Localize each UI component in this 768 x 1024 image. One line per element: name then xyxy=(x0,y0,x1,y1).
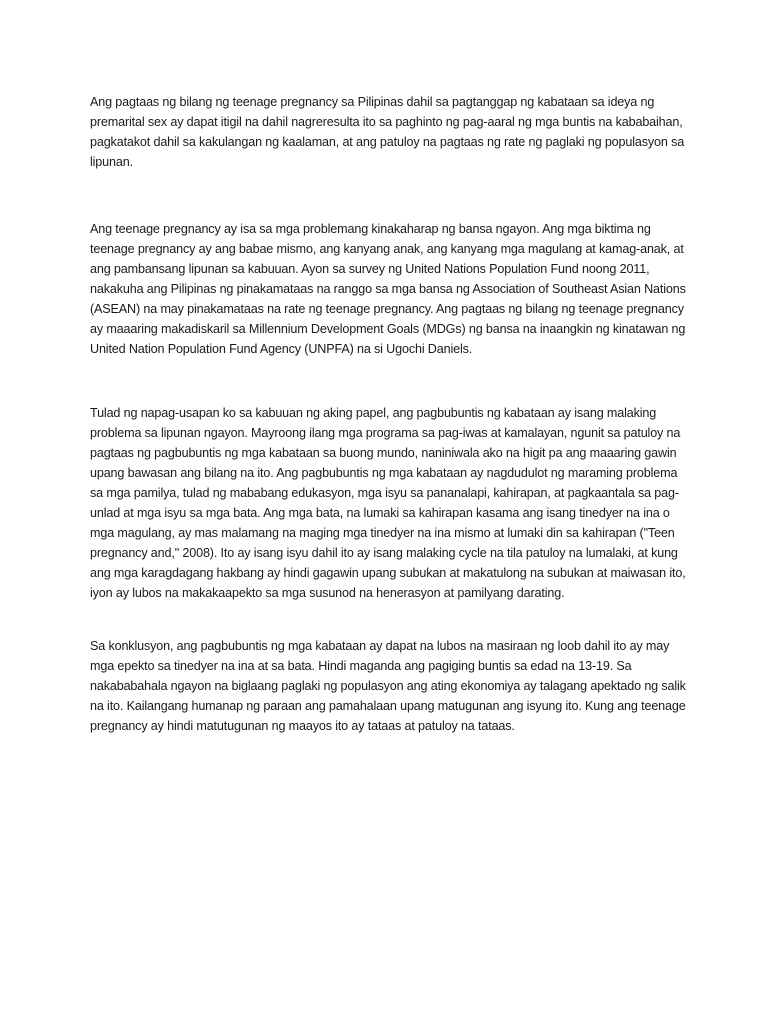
paragraph-background: Ang teenage pregnancy ay isa sa mga problemang kinakaharap ng bansa ngayon. Ang mga biktima ng teenage pregnancy ay ang babae mismo, ang kanyang anak, ang kanyang mga magulang at kamag-anak, at ang pambansang lipunan sa kabuuan. Ayon sa survey ng United Nations Population Fund noong 2011, nakakuha ang Pilipinas ng pinakamataas na ranggo sa mga bansa ng Association of Southeast Asian Nations (ASEAN) na may pinakamataas na rate ng teenage pregnancy. Ang pagtaas ng bilang ng teenage pregnancy ay maaaring makadiskaril sa Millennium Development Goals (MDGs) ng bansa na inaangkin ng kinatawan ng United Nation Population Fund Agency (UNPFA) na si Ugochi Daniels. xyxy=(90,222,686,356)
paragraph-conclusion: Sa konklusyon, ang pagbubuntis ng mga kabataan ay dapat na lubos na masiraan ng loob dahil ito ay may mga epekto sa tinedyer na ina at sa bata. Hindi maganda ang pagiging buntis sa edad na 13-19. Sa nakababahala ngayon na biglaang paglaki ng populasyon ang ating ekonomiya ay talagang apektado ng salik na ito. Kailangang humanap ng paraan ang pamahalaan upang matugunan ang isyung ito. Kung ang teenage pregnancy ay hindi matutugunan ng maayos ito ay tataas at patuloy na tataas. xyxy=(90,639,686,733)
paragraph-intro: Ang pagtaas ng bilang ng teenage pregnancy sa Pilipinas dahil sa pagtanggap ng kabataan sa ideya ng premarital sex ay dapat itigil na dahil nagreresulta ito sa paghinto ng pag-aaral ng mga buntis na kababaihan, pagkatakot dahil sa kakulangan ng kaalaman, at ang patuloy na pagtaas ng rate ng paglaki ng populasyon sa lipunan. xyxy=(90,95,685,169)
paragraph-discussion: Tulad ng napag-usapan ko sa kabuuan ng aking papel, ang pagbubuntis ng kabataan ay isang malaking problema sa lipunan ngayon. Mayroong ilang mga programa sa pag-iwas at kamalayan, ngunit sa patuloy na pagtaas ng pagbubuntis ng mga kabataan sa buong mundo, naniniwala ako na higit pa ang maaaring gawin upang bawasan ang bilang na ito. Ang pagbubuntis ng mga kabataan ay nagdudulot ng maraming problema sa mga pamilya, tulad ng mababang edukasyon, mga isyu sa pananalapi, kahirapan, at pagkaantala sa pag-unlad at mga isyu sa mga bata. Ang mga bata, na lumaki sa kahirapan kasama ang isang tinedyer na ina o mga magulang, ay mas malamang na maging mga tinedyer na ina mismo at lumaki din sa kahirapan ("Teen pregnancy and," 2008). Ito ay isang isyu dahil ito ay isang malaking cycle na tila patuloy na lumalaki, at kung ang mga karagdagang hakbang ay hindi gagawin upang subukan at makatulong na subukan at maiwasan ito, iyon ay lubos na makakaapekto sa mga susunod na henerasyon at pamilyang darating. xyxy=(90,406,686,600)
